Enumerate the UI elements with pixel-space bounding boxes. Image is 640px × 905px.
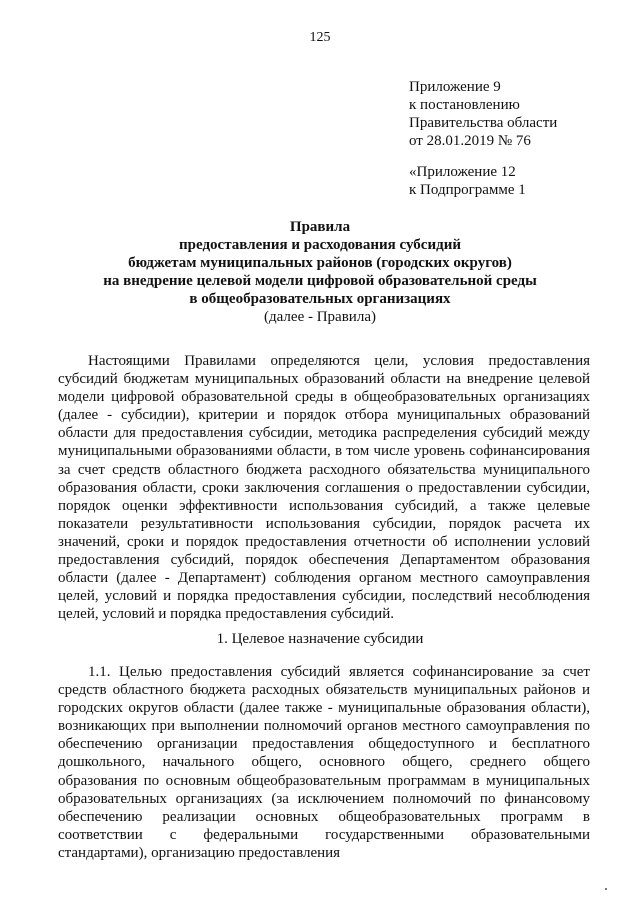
section-heading: 1. Целевое назначение субсидии xyxy=(216,631,424,647)
attachment-line: к постановлению xyxy=(409,97,520,113)
title-line: в общеобразовательных организациях xyxy=(189,291,451,307)
scan-artifact xyxy=(605,888,607,890)
spacer xyxy=(409,150,634,163)
intro-paragraph: Настоящими Правилами определяются цели, условия предоставления субсидий бюджетам муниципальных образований области на внедрение целевой модели цифровой образовательной среды в общеобразовательных организациях (далее - субсидии), критерии и порядок отбора муниципальных образований области для предоставления субсидии, методика распределения субсидий между муниципальными образованиями области, в том числе уровень софинансирования за счет средств областного бюджета расходного обязательства муниципального образования области, сроки заключения соглашения о предоставлении субсидии, порядок оценки эффективности использования субсидий, а также целевые показатели результативности использования субсидии, порядок расчета их значений, сроки и порядок предоставления отчетности об исполнении условий предоставления субсидий, порядок обеспечения Департаментом образования области (далее - Департамент) соблюдения органом местного самоуправления целей, условий и порядка предоставления субсидии, последствий несоблюдения целей, условий и порядка предоставления субсидий. xyxy=(58,353,590,623)
title-line: предоставления и расходования субсидий xyxy=(179,237,461,253)
page-number: 125 xyxy=(309,30,331,45)
title-line: бюджетам муниципальных районов (городских округов) xyxy=(128,255,512,271)
attachment-line: Приложение 9 xyxy=(409,79,501,95)
attachment-line: к Подпрограмме 1 xyxy=(409,182,526,198)
attachment-line: Правительства области xyxy=(409,115,558,131)
title-line: Правила xyxy=(289,219,351,235)
clause-1-1: 1.1. Целью предоставления субсидий является софинансирование за счет средств областного бюджета расходных обязательств муниципальных районов и городских округов области (далее также - муниципальные образования области), возникающих при выполнении полномочий органов местного самоуправления по обеспечению организации предоставления общедоступного и бесплатного дошкольного, начального общего, основного общего, среднего общего образования по основным общеобразовательным программам в муниципальных образовательных организациях (за исключением полномочий по финансовому обеспечению реализации основных общеобразовательных программ в соответствии с федеральными государственными образовательными стандартами), организацию предоставления xyxy=(58,664,590,861)
attachment-line: «Приложение 12 xyxy=(409,164,516,180)
title-line: на внедрение целевой модели цифровой образовательной среды xyxy=(103,273,537,289)
document-title xyxy=(40,218,600,326)
title-subtitle: (далее - Правила) xyxy=(264,309,376,325)
attachment-header xyxy=(409,78,634,199)
attachment-line: от 28.01.2019 № 76 xyxy=(409,133,531,149)
